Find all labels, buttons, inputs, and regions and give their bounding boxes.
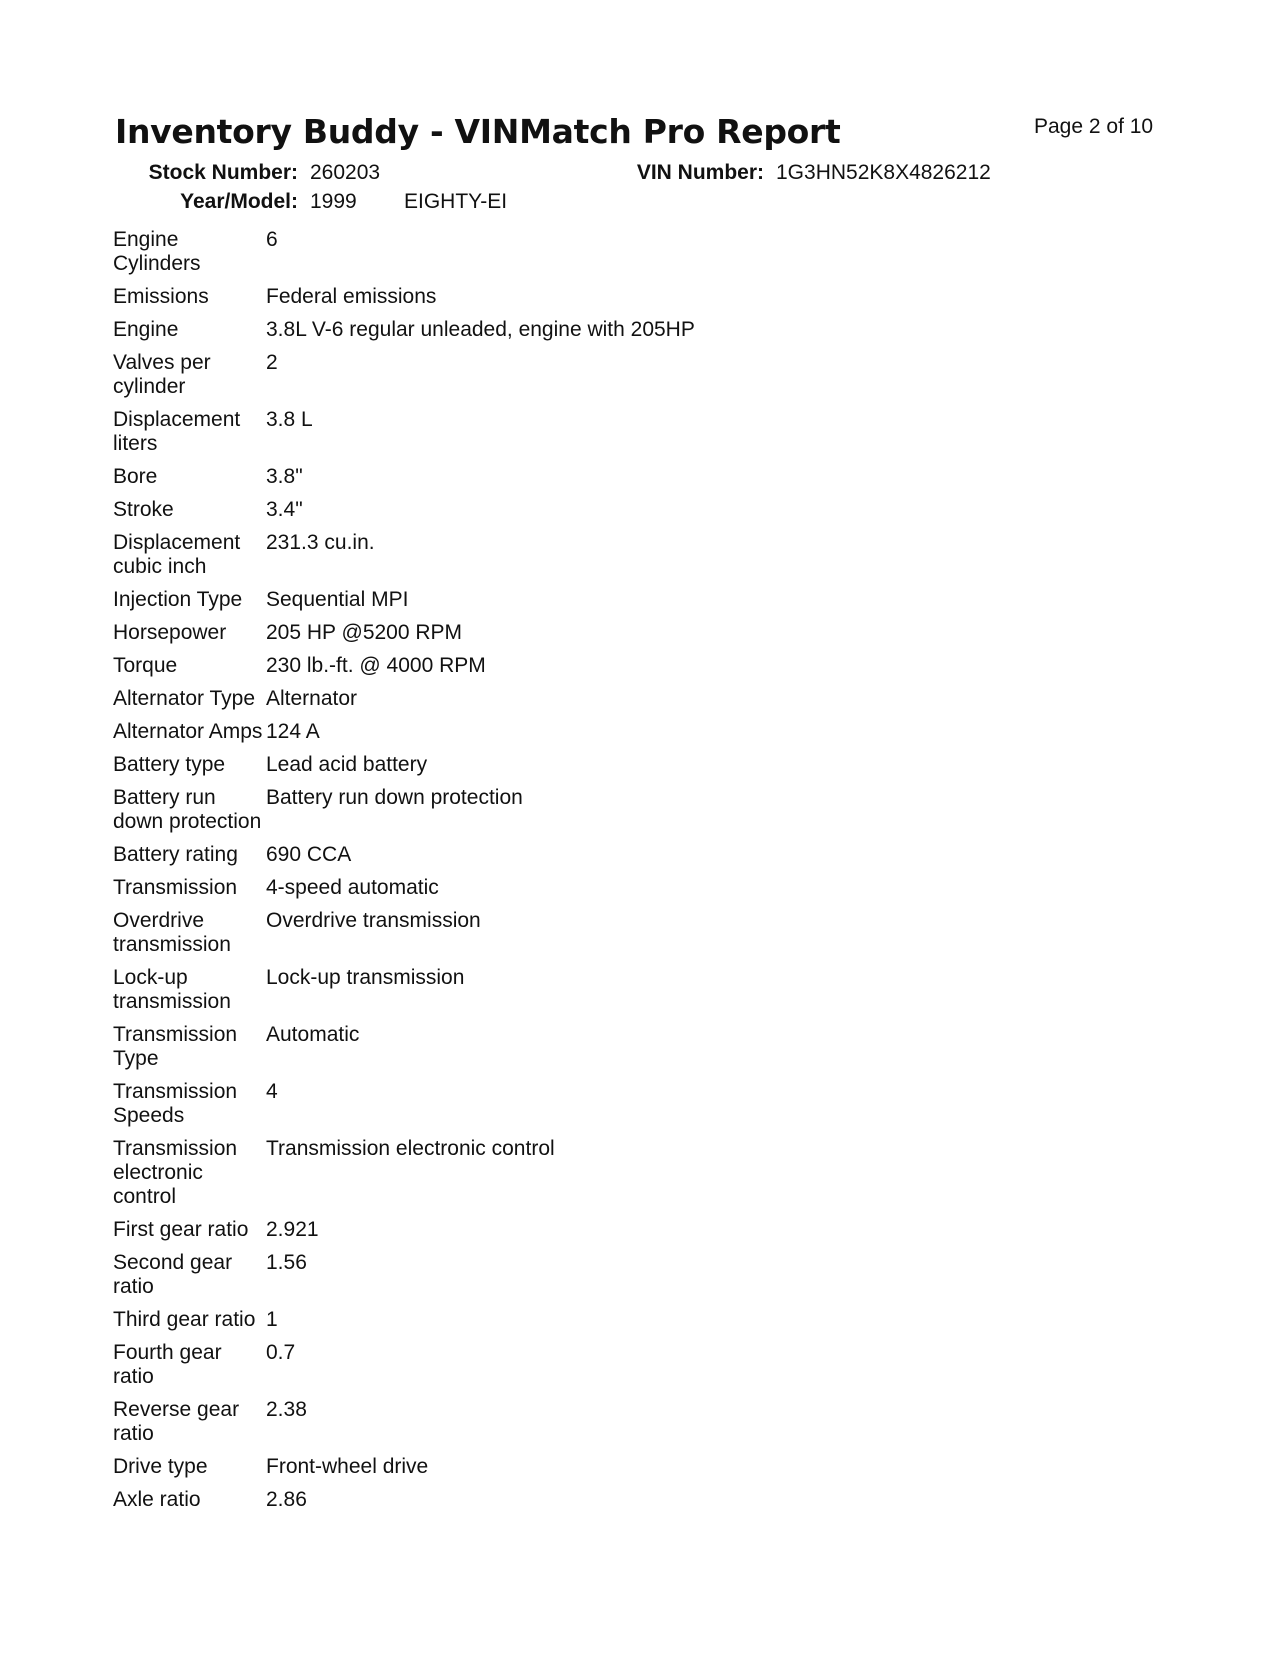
- spec-label: Axle ratio: [113, 1488, 201, 1511]
- spec-value: Lead acid battery: [266, 753, 428, 776]
- spec-row: [113, 529, 695, 586]
- spec-label: Transmission Speeds: [113, 1080, 238, 1127]
- spec-label: Alternator Amps: [113, 720, 263, 743]
- model-value: EIGHTY-EI: [404, 190, 508, 213]
- spec-row: [113, 784, 695, 841]
- spec-label: Stroke: [113, 498, 174, 521]
- spec-value: 205 HP @5200 RPM: [266, 621, 463, 644]
- stock-number-value: 260203: [310, 161, 381, 184]
- spec-label: Battery run down protection: [113, 786, 262, 833]
- spec-value: 230 lb.-ft. @ 4000 RPM: [266, 654, 486, 677]
- spec-label: Injection Type: [113, 588, 243, 611]
- spec-row: [113, 349, 695, 406]
- spec-value: Lock-up transmission: [266, 966, 465, 989]
- spec-value: 231.3 cu.in.: [266, 531, 375, 554]
- spec-label: Transmission Type: [113, 1023, 238, 1070]
- spec-label: Transmission: [113, 876, 238, 899]
- report-title: Inventory Buddy - VINMatch Pro Report: [115, 112, 841, 151]
- spec-row: [113, 1249, 695, 1306]
- spec-value: Overdrive transmission: [266, 909, 481, 932]
- spec-label: Engine Cylinders: [113, 228, 201, 275]
- spec-row: [113, 1078, 695, 1135]
- spec-label: Displacement cubic inch: [113, 531, 241, 578]
- spec-value: 4-speed automatic: [266, 876, 439, 899]
- year-model-label: Year/Model:: [180, 190, 298, 213]
- spec-label: Engine: [113, 318, 179, 341]
- spec-value: 2.38: [266, 1398, 307, 1421]
- spec-row: [113, 226, 695, 283]
- spec-value: 6: [266, 228, 278, 251]
- spec-row: [113, 586, 695, 619]
- page-number: Page 2 of 10: [1034, 115, 1154, 138]
- spec-row: [113, 874, 695, 907]
- spec-value: Automatic: [266, 1023, 360, 1046]
- spec-label: Drive type: [113, 1455, 208, 1478]
- spec-row: [113, 463, 695, 496]
- spec-value: 1.56: [266, 1251, 307, 1274]
- spec-value: 3.4": [266, 498, 303, 521]
- spec-value: 3.8 L: [266, 408, 313, 431]
- spec-label: Reverse gear ratio: [113, 1398, 240, 1445]
- spec-value: Battery run down protection: [266, 786, 523, 809]
- spec-label: Valves per cylinder: [113, 351, 211, 398]
- spec-value: 1: [266, 1308, 278, 1331]
- vin-number-value: 1G3HN52K8X4826212: [776, 161, 991, 184]
- spec-row: [113, 751, 695, 784]
- spec-row: [113, 841, 695, 874]
- spec-value: 690 CCA: [266, 843, 352, 866]
- spec-row: [113, 1486, 695, 1519]
- spec-row: [113, 1021, 695, 1078]
- spec-value: 3.8": [266, 465, 303, 488]
- spec-row: [113, 619, 695, 652]
- spec-label: Emissions: [113, 285, 209, 308]
- spec-row: [113, 1306, 695, 1339]
- spec-row: [113, 1135, 695, 1216]
- spec-row: [113, 283, 695, 316]
- spec-row: [113, 685, 695, 718]
- spec-row: [113, 652, 695, 685]
- vin-number-label: VIN Number:: [636, 161, 764, 184]
- spec-value: 124 A: [266, 720, 320, 743]
- spec-row: [113, 406, 695, 463]
- spec-label: Battery type: [113, 753, 226, 776]
- spec-value: Federal emissions: [266, 285, 437, 308]
- spec-row: [113, 1216, 695, 1249]
- spec-value: 3.8L V-6 regular unleaded, engine with 205HP: [266, 318, 695, 341]
- spec-label: Bore: [113, 465, 158, 488]
- spec-row: [113, 1453, 695, 1486]
- spec-row: [113, 1339, 695, 1396]
- spec-value: 2.921: [266, 1218, 319, 1241]
- spec-value: 0.7: [266, 1341, 296, 1364]
- stock-number-label: Stock Number:: [148, 161, 298, 184]
- spec-row: [113, 1396, 695, 1453]
- spec-label: Displacement liters: [113, 408, 241, 455]
- spec-value: Transmission electronic control: [266, 1137, 555, 1160]
- spec-label: Third gear ratio: [113, 1308, 256, 1331]
- spec-row: [113, 316, 695, 349]
- spec-row: [113, 907, 695, 964]
- spec-value: Front-wheel drive: [266, 1455, 429, 1478]
- spec-label: Lock-up transmission: [113, 966, 231, 1013]
- spec-value: 2.86: [266, 1488, 307, 1511]
- spec-row: [113, 964, 695, 1021]
- spec-row: [113, 718, 695, 751]
- spec-label: Fourth gear ratio: [113, 1341, 222, 1388]
- spec-label: Overdrive transmission: [113, 909, 231, 956]
- spec-label: Second gear ratio: [113, 1251, 233, 1298]
- spec-label: Transmission electronic control: [113, 1137, 238, 1208]
- spec-label: Horsepower: [113, 621, 227, 644]
- spec-value: 2: [266, 351, 278, 374]
- spec-label: Torque: [113, 654, 178, 677]
- spec-table: [113, 226, 695, 1519]
- year-value: 1999: [310, 190, 357, 213]
- spec-label: Alternator Type: [113, 687, 256, 710]
- spec-value: Alternator: [266, 687, 358, 710]
- spec-row: [113, 496, 695, 529]
- spec-value: Sequential MPI: [266, 588, 409, 611]
- spec-value: 4: [266, 1080, 278, 1103]
- spec-label: First gear ratio: [113, 1218, 249, 1241]
- spec-label: Battery rating: [113, 843, 238, 866]
